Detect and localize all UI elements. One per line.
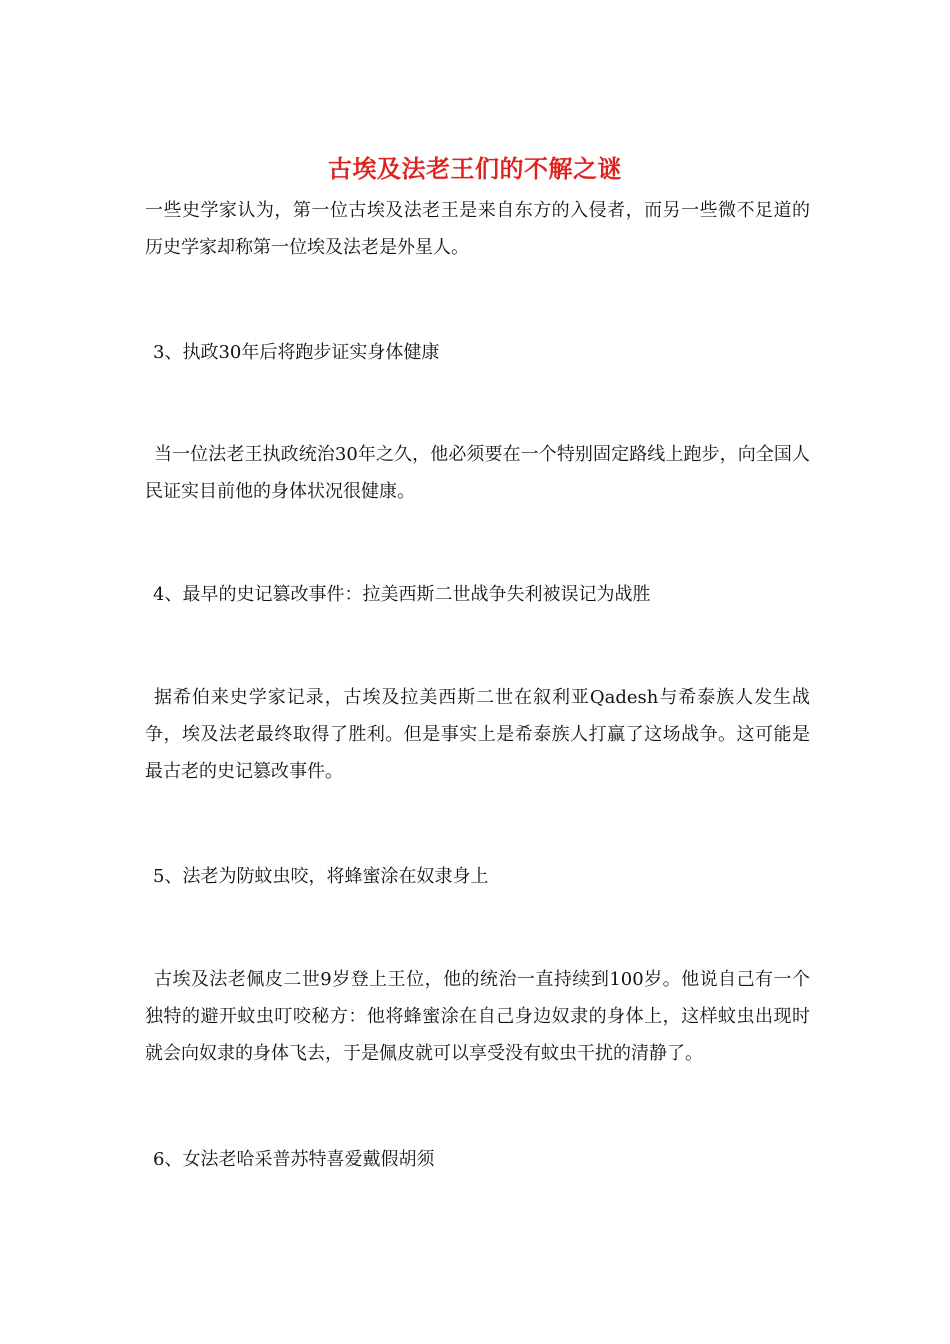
section-5-heading: 5、法老为防蚊虫咬，将蜂蜜涂在奴隶身上 xyxy=(153,866,489,887)
document-title: 古埃及法老王们的不解之谜 xyxy=(328,154,622,183)
section-5-body: 古埃及法老佩皮二世9岁登上王位，他的统治一直持续到100岁。他说自己有一个独特的避开蚊虫叮咬秘方：他将蜂蜜涂在自己身边奴隶的身体上，这样蚊虫出现时就会向奴隶的身体飞去，于是佩皮就可以享受没有蚊虫干扰的清静了。 xyxy=(145,969,810,1064)
section-3-body: 当一位法老王执政统治30年之久，他必须要在一个特别固定路线上跑步，向全国人民证实目前他的身体状况很健康。 xyxy=(145,444,810,502)
intro-paragraph: 一些史学家认为，第一位古埃及法老王是来自东方的入侵者，而另一些微不足道的历史学家却称第一位埃及法老是外星人。 xyxy=(145,200,810,258)
section-6-heading: 6、女法老哈采普苏特喜爱戴假胡须 xyxy=(153,1149,435,1170)
section-3-heading: 3、执政30年后将跑步证实身体健康 xyxy=(153,342,440,363)
section-4-body: 据希伯来史学家记录，古埃及拉美西斯二世在叙利亚Qadesh与希泰族人发生战争，埃及法老最终取得了胜利。但是事实上是希泰族人打赢了这场战争。这可能是最古老的史记篡改事件。 xyxy=(145,687,810,782)
section-4-heading: 4、最早的史记篡改事件：拉美西斯二世战争失利被误记为战胜 xyxy=(153,584,651,605)
